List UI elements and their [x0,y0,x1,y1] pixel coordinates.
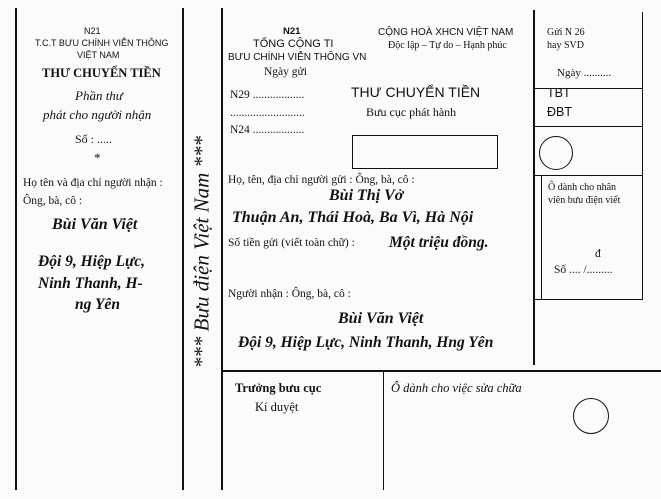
stub-recipient-label: Họ tên và địa chỉ người nhận : [23,177,163,189]
stub-star: * [94,150,101,165]
main-org-line2: BƯU CHÍNH VIỄN THÔNG VN [228,52,367,63]
stub-number-label: Số : ..... [75,132,113,146]
stub-address-line2: Ninh Thanh, H- [38,275,143,292]
lower-divider-line [221,370,661,372]
stub-country: VIỆT NAM [77,50,120,60]
main-title: THƯ CHUYỂN TIỀN [351,84,481,100]
right-box-bottom-line [533,299,643,300]
repair-divider-line [383,372,384,490]
right-date-label: Ngày .......... [557,67,612,79]
stub-address-line1: Đội 9, Hiệp Lực, [38,253,146,270]
national-motto: Độc lập – Tự do – Hạnh phúc [388,40,507,51]
right-form-line2: hay SVD [547,40,584,51]
amount-label: Số tiền gửi (viết toàn chữ) : [228,237,355,249]
stub-part-line2: phát cho người nhận [43,107,152,122]
n24-field: N24 .................. [230,124,305,136]
main-date-label: Ngày gửi [264,66,307,78]
right-panel-line [533,10,535,365]
sender-name: Bùi Thị Vở [329,187,404,204]
stamp-circle-bottom [573,398,609,434]
n29-field: N29 .................. [230,89,305,101]
postmaster-label: Trưởng bưu cục [235,381,322,395]
recipient-name: Bùi Văn Việt [338,310,424,327]
sender-address: Thuận An, Thái Hoà, Ba Vì, Hà Nội [232,209,474,226]
currency-symbol: đ [595,248,601,260]
stub-part-line1: Phần thư [75,88,123,103]
stamp-circle-top [539,136,573,170]
amount-in-words: Một triệu đồng. [389,234,489,251]
main-subtitle: Bưu cục phát hành [366,105,457,119]
dbt-label: ĐBT [547,105,572,119]
sender-label: Họ, tên, địa chỉ người gửi : Ông, bà, cô : [228,174,415,186]
stub-recipient-name: Bùi Văn Việt [52,216,138,233]
right-edge-line [642,12,643,300]
staff-box-line1: Ô dành cho nhân [548,182,617,193]
recipient-address: Đội 9, Hiệp Lực, Ninh Thanh, Hng Yên [238,334,494,351]
main-org-line1: TỔNG CỘNG TI [253,38,334,50]
left-border-line [15,8,17,490]
stub-recipient-prefix: Ông, bà, cô : [23,195,83,207]
stub-address-line3: ng Yên [75,296,120,313]
right-inner-line [541,175,542,300]
spine-text: *** Bưu điện Việt Nam *** [189,135,214,369]
staff-box-line2: viên bưu điện viết [548,195,621,206]
right-box-top-line [533,175,643,176]
stub-organization: T.C.T BƯU CHÍNH VIỄN THÔNG [35,38,169,48]
main-form-code: N21 [283,26,301,37]
tbt-label: TBT [547,86,571,100]
right-number-label: Số .... /......... [554,264,613,276]
tbt-bottom-line [533,126,643,127]
spine-divider-line [221,8,223,490]
stub-divider-line [182,8,184,490]
dots-field: .......................... [230,107,305,119]
republic-heading: CỘNG HOÀ XHCN VIỆT NAM [378,27,514,38]
issuing-office-box [352,135,498,169]
right-form-line1: Gửi N 26 [547,27,585,38]
approval-label: Kí duyệt [255,400,299,414]
stub-title: THƯ CHUYỂN TIỀN [42,66,161,80]
repair-box-label: Ô dành cho việc sửa chữa [391,381,522,395]
recipient-label: Người nhận : Ông, bà, cô : [228,288,351,300]
stub-form-code: N21 [84,26,101,36]
